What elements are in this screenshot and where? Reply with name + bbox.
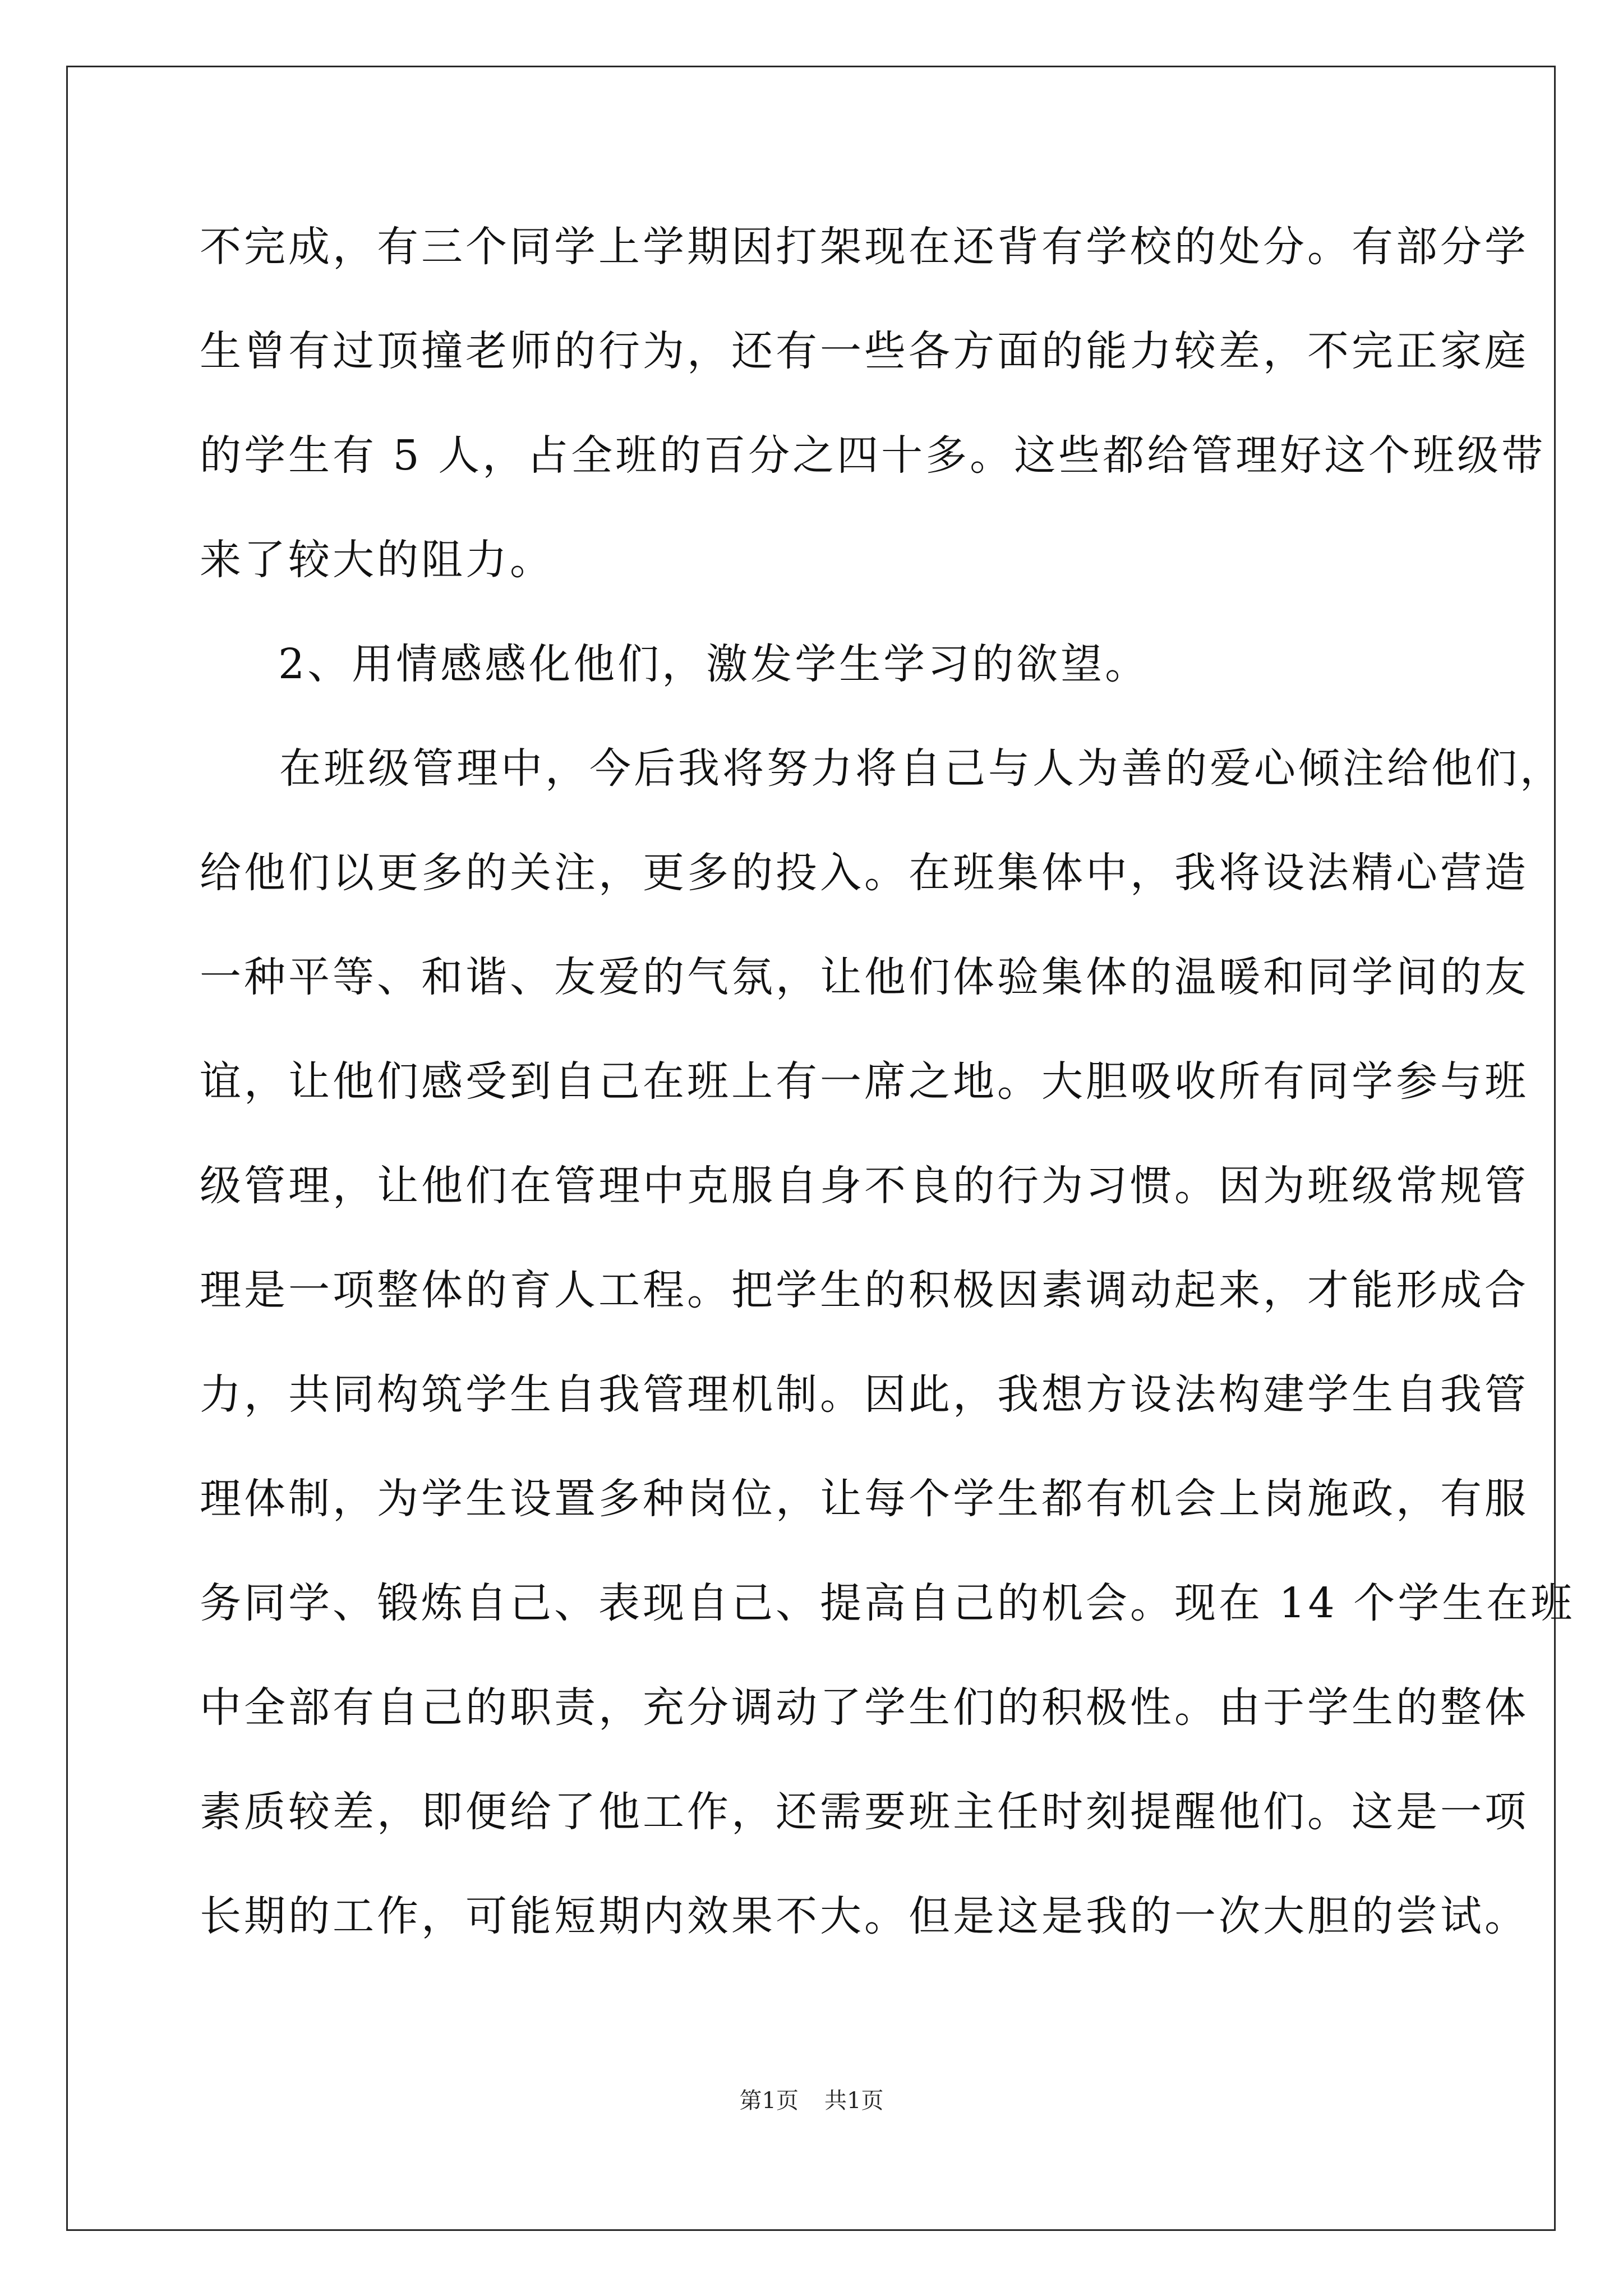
paragraph-first-line: 在班级管理中，今后我将努力将自己与人为善的爱心倾注给他们， (279, 744, 1564, 793)
text-line: 不完成，有三个同学上学期因打架现在还背有学校的处分。有部分学 (200, 223, 1529, 271)
page-total: 共1页 (824, 2088, 884, 2114)
page-footer (0, 2087, 1623, 2115)
text-line: 来了较大的阻力。 (200, 536, 554, 584)
page-number: 第1页 (739, 2088, 799, 2114)
text-line: 一种平等、和谐、友爱的气氛，让他们体验集体的温暖和同学间的友 (200, 953, 1529, 1001)
text-line: 务同学、锻炼自己、表现自己、提高自己的机会。现在 14 个学生在班 (200, 1579, 1575, 1627)
text-line: 素质较差，即便给了他工作，还需要班主任时刻提醒他们。这是一项 (200, 1788, 1529, 1836)
text-line: 力，共同构筑学生自我管理机制。因此，我想方设法构建学生自我管 (200, 1370, 1529, 1419)
text-line: 理是一项整体的育人工程。把学生的积极因素调动起来，才能形成合 (200, 1266, 1529, 1314)
text-line: 的学生有 5 人，占全班的百分之四十多。这些都给管理好这个班级带 (200, 431, 1546, 480)
text-line: 中全部有自己的职责，充分调动了学生们的积极性。由于学生的整体 (200, 1683, 1529, 1732)
text-line: 理体制，为学生设置多种岗位，让每个学生都有机会上岗施政，有服 (200, 1475, 1529, 1523)
text-line: 生曾有过顶撞老师的行为，还有一些各方面的能力较差，不完正家庭 (200, 327, 1529, 375)
text-line: 长期的工作，可能短期内效果不大。但是这是我的一次大胆的尝试。 (200, 1892, 1529, 1940)
text-line: 给他们以更多的关注，更多的投入。在班集体中，我将设法精心营造 (200, 849, 1529, 897)
text-line: 级管理，让他们在管理中克服自身不良的行为习惯。因为班级常规管 (200, 1162, 1529, 1210)
text-line: 谊，让他们感受到自己在班上有一席之地。大胆吸收所有同学参与班 (200, 1057, 1529, 1106)
section-heading: 2、用情感感化他们，激发学生学习的欲望。 (278, 640, 1150, 688)
